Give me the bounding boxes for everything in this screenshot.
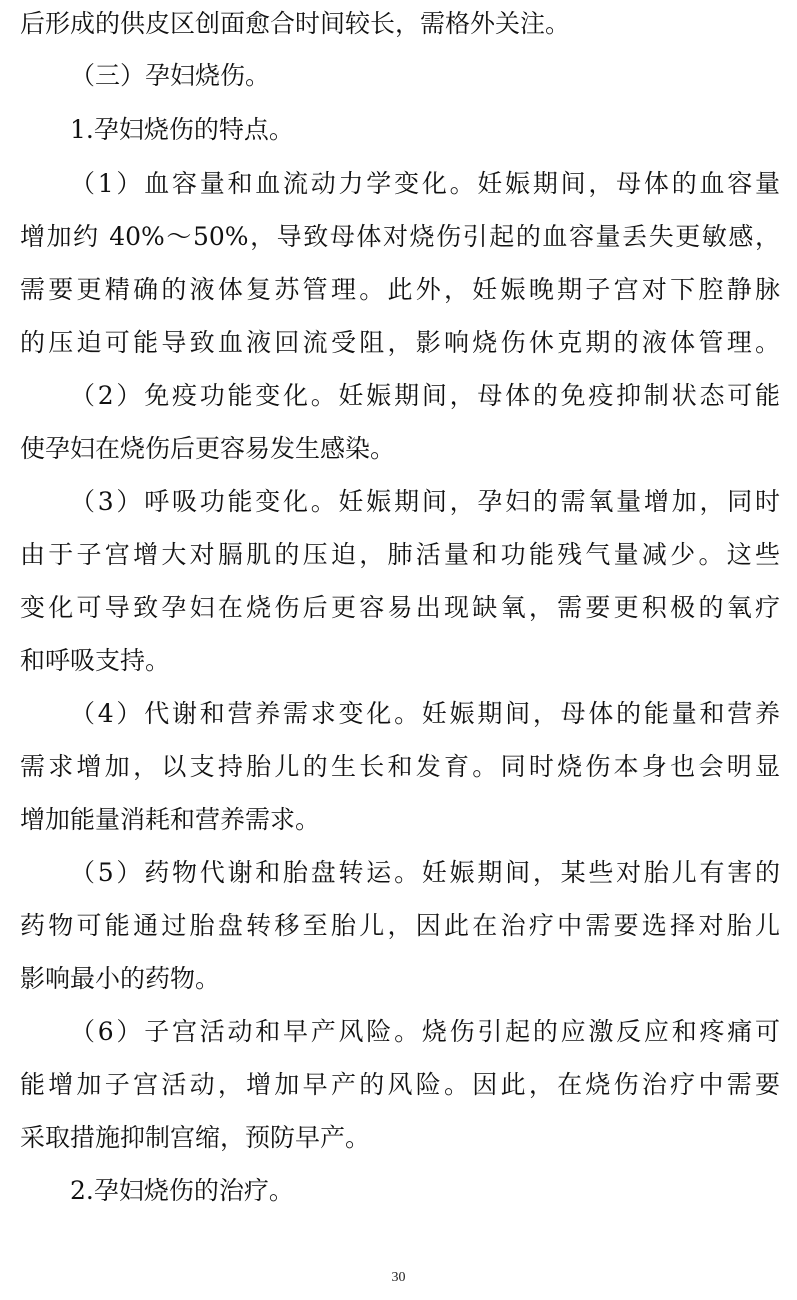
text-line: 需求增加，以支持胎儿的生长和发育。同时烧伤本身也会明显: [20, 752, 780, 781]
text-line: 的压迫可能导致血液回流受阻，影响烧伤休克期的液体管理。: [20, 328, 780, 357]
subsection-heading: 1.孕妇烧伤的特点。: [70, 115, 294, 144]
text-line: 和呼吸支持。: [20, 646, 171, 675]
text-line: 由于子宫增大对膈肌的压迫，肺活量和功能残气量减少。这些: [20, 540, 780, 569]
section-heading: （三）孕妇烧伤。: [70, 61, 271, 90]
text-line: 采取措施抑制宫缩，预防早产。: [20, 1123, 371, 1152]
text-line: （3）呼吸功能变化。妊娠期间，孕妇的需氧量增加，同时: [70, 487, 780, 516]
text-line: 后形成的供皮区创面愈合时间较长，需格外关注。: [20, 9, 571, 38]
text-line: （4）代谢和营养需求变化。妊娠期间，母体的能量和营养: [70, 699, 780, 728]
text-line: （2）免疫功能变化。妊娠期间，母体的免疫抑制状态可能: [70, 381, 780, 410]
text-line: （6）子宫活动和早产风险。烧伤引起的应激反应和疼痛可: [70, 1017, 780, 1046]
text-line: 增加约 40%～50%，导致母体对烧伤引起的血容量丢失更敏感，: [20, 222, 780, 251]
text-line: 能增加子宫活动，增加早产的风险。因此，在烧伤治疗中需要: [20, 1070, 780, 1099]
text-line: 变化可导致孕妇在烧伤后更容易出现缺氧，需要更积极的氧疗: [20, 593, 780, 622]
text-line: （5）药物代谢和胎盘转运。妊娠期间，某些对胎儿有害的: [70, 858, 780, 887]
subsection-heading: 2.孕妇烧伤的治疗。: [70, 1176, 294, 1205]
text-line: （1）血容量和血流动力学变化。妊娠期间，母体的血容量: [70, 169, 780, 198]
text-line: 使孕妇在烧伤后更容易发生感染。: [20, 434, 396, 463]
text-line: 影响最小的药物。: [20, 964, 221, 993]
text-line: 需要更精确的液体复苏管理。此外，妊娠晚期子宫对下腔静脉: [20, 275, 780, 304]
text-line: 增加能量消耗和营养需求。: [20, 805, 321, 834]
page-number: 30: [391, 1270, 406, 1285]
text-line: 药物可能通过胎盘转移至胎儿，因此在治疗中需要选择对胎儿: [20, 911, 780, 940]
